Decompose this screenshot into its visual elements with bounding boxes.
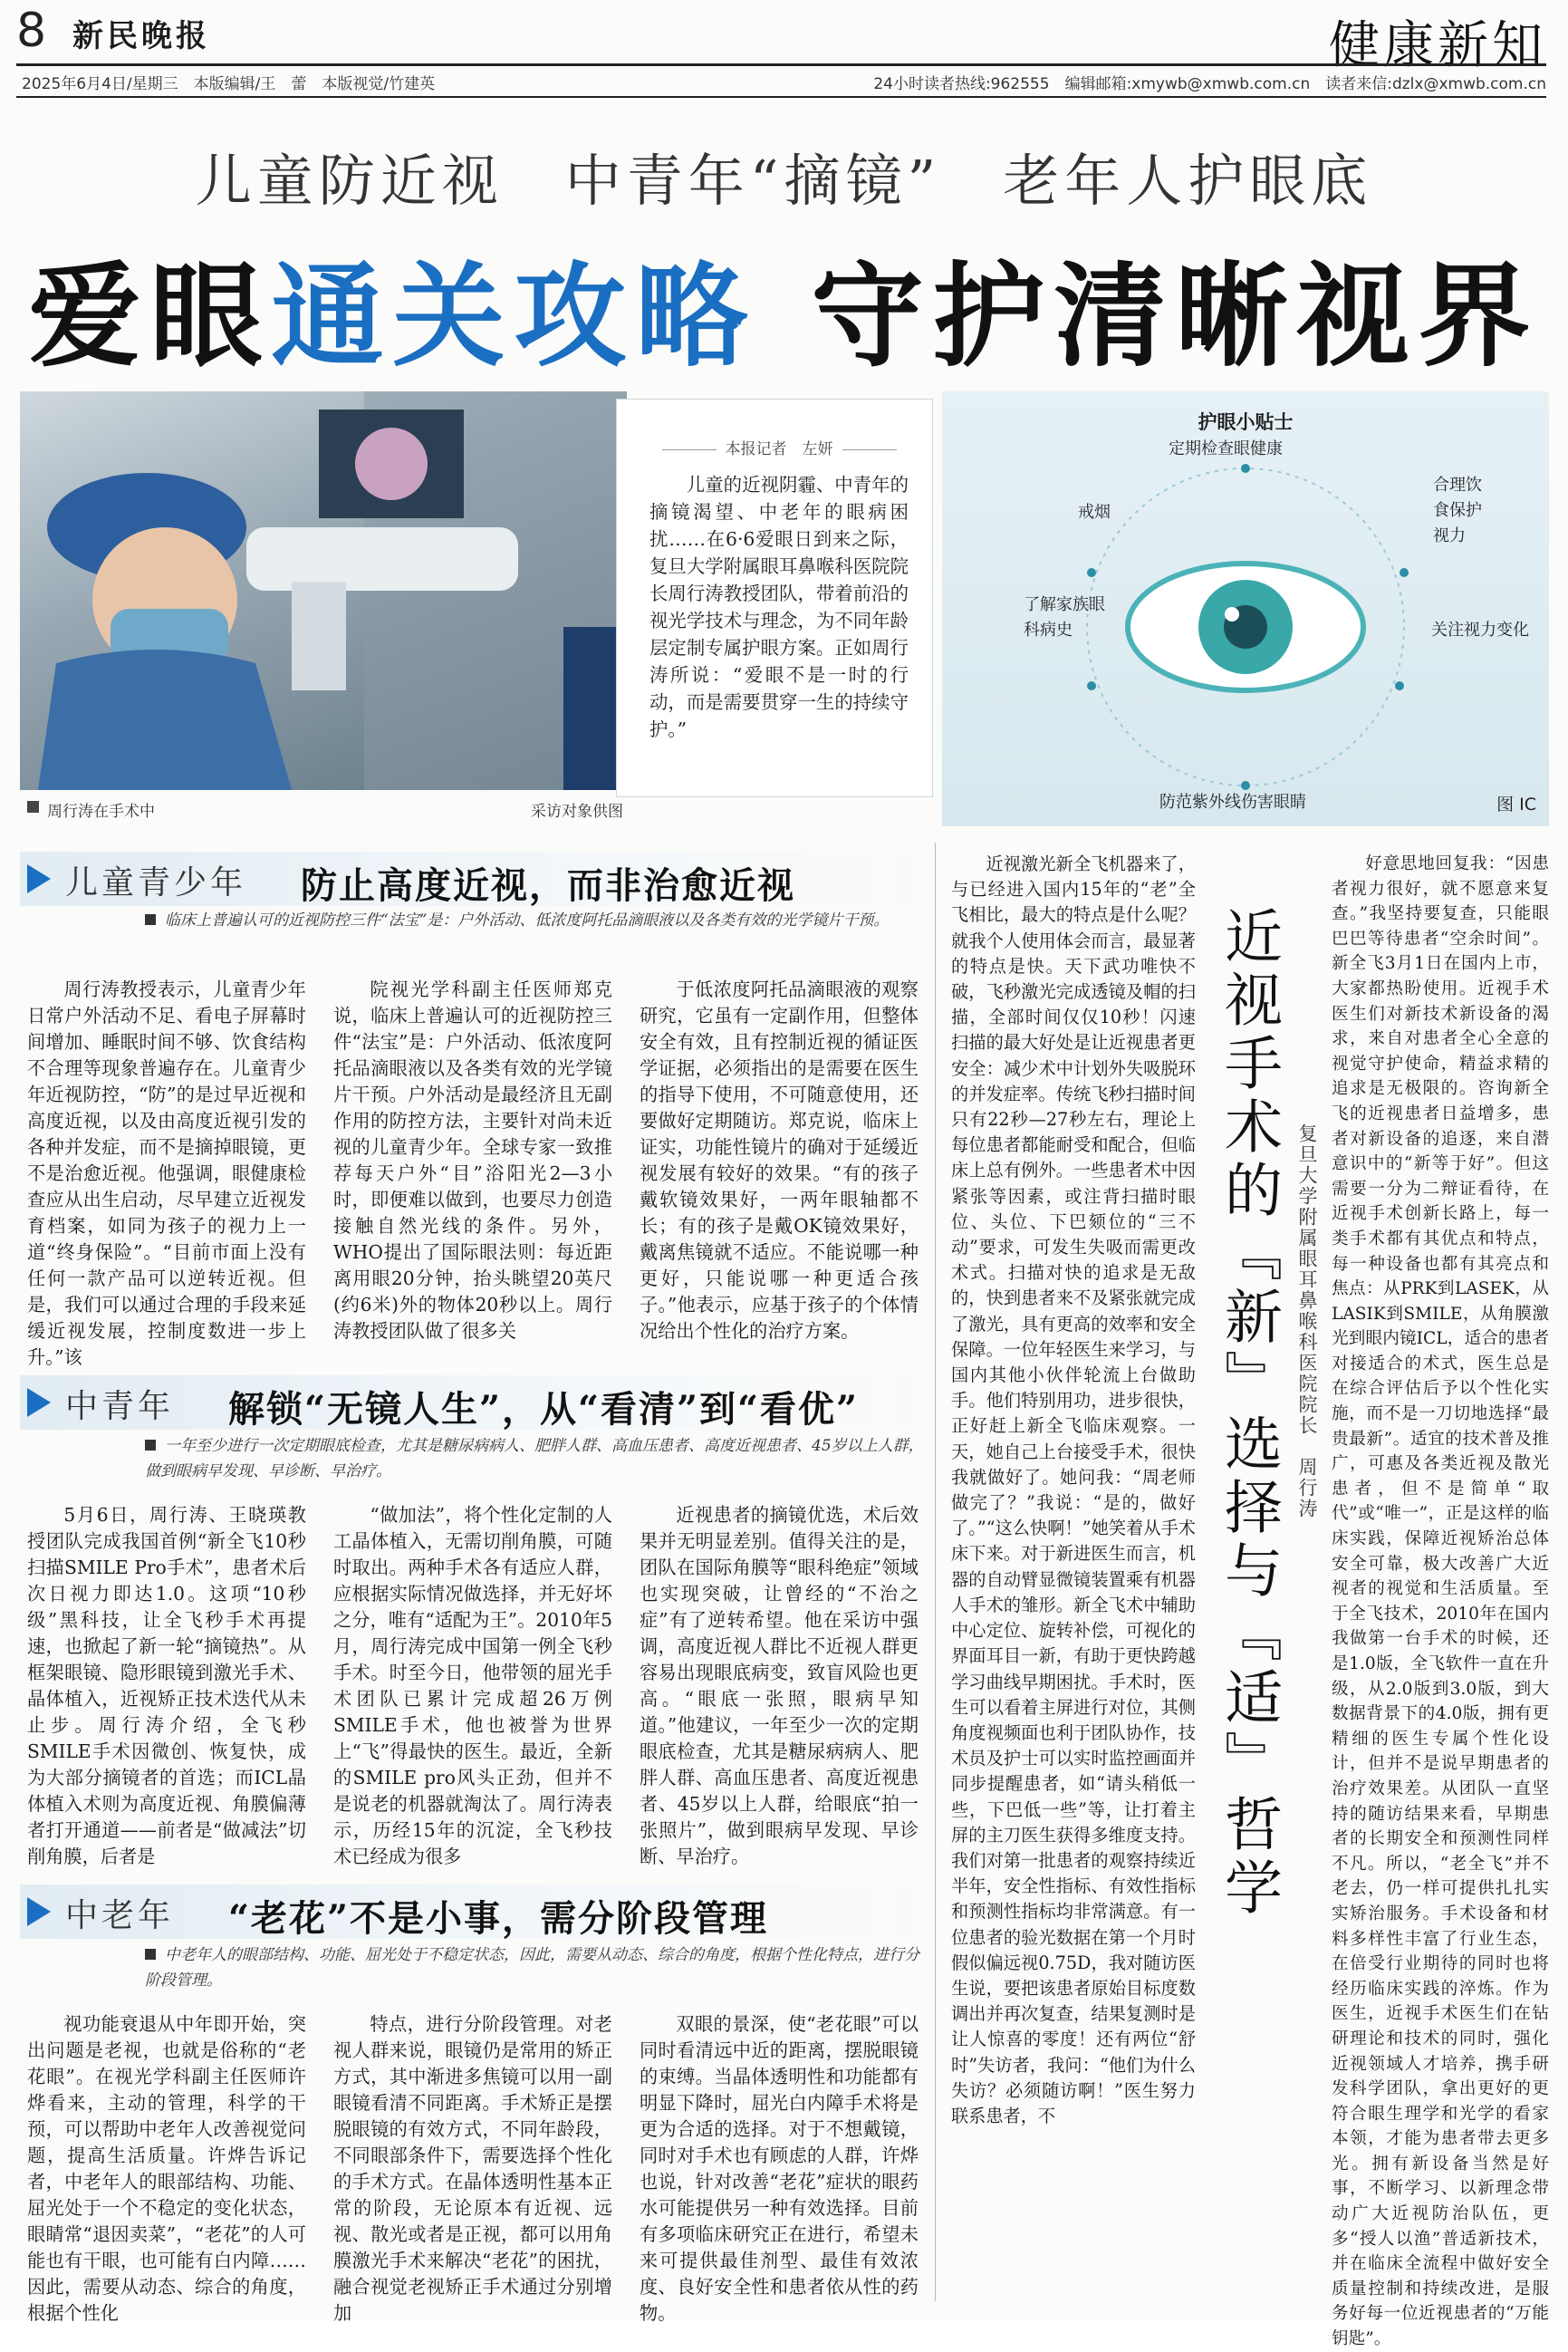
surgery-photo-illustration: [20, 391, 627, 790]
photo-caption: 周行涛在手术中: [47, 803, 155, 821]
tip-family-history: 了解家族眼科病史: [1024, 595, 1105, 640]
intro-text: 儿童的近视阴霾、中青年的摘镜渴望、中老年的眼病困扰……在6·6爱眼日到来之际，复旦大学附属眼耳鼻喉科医院院长周行涛教授团队，带着前沿的视光学技术与理念，为不同年龄层定制专属护眼方案。正如周行涛所说：“爱眼不是一时的行动，而是需要贯穿一生的持续守护。”: [649, 474, 909, 740]
lead-text: 中老年人的眼部结构、功能、屈光处于不稳定状态，因此，需要从动态、综合的角度，根据个性化特点，进行分阶段管理。: [145, 1946, 919, 1990]
column-divider: [935, 843, 936, 2301]
article-column: [333, 977, 612, 1345]
section-lead: [145, 1433, 924, 1484]
section-category: 中青年: [65, 1388, 175, 1425]
tip-vision-change: 关注视力变化: [1431, 621, 1529, 640]
feature-title: 近视手术的『新』选择与『适』哲学: [1215, 906, 1282, 1921]
square-bullet-icon: [145, 914, 156, 925]
tip-uv-protection: 防范紫外线伤害眼睛: [1159, 793, 1306, 812]
paragraph: 视功能衰退从中年即开始，突出问题是老视，也就是俗称的“老花眼”。在视光学科副主任医师许烨看来，主动的管理，科学的干预，可以帮助中老年人改善视觉问题，提高生活质量。许烨告诉记者，中老年人的眼部结构、功能、屈光处于一个不稳定的变化状态，眼睛常“退因卖菜”，“老花”的人可能也有干眼，也可能有白内障……因此，需要从动态、综合的角度，根据个性化: [27, 2013, 306, 2324]
infographic-title: 护眼小贴士: [1198, 411, 1294, 433]
triangle-marker-icon: [27, 864, 51, 893]
intro-box: [616, 399, 933, 797]
section-name: 健康新知: [1329, 16, 1546, 75]
surgery-photo: [20, 391, 627, 790]
infographic-credit: 图 IC: [1496, 795, 1536, 815]
tip-quit-smoking: 戒烟: [1078, 503, 1111, 522]
paragraph: 好意思地回复我：“因患者视力很好，就不愿意来复查。”我坚持要复查，只能眼巴巴等待患者“空余时间”。新全飞3月1日在国内上市，大家都热盼使用。近视手术医生们对新技术新设备的渴求，来自对患者全心全意的视觉守护使命，精益求精的追求是无极限的。咨询新全飞的近视患者日益增多，患者对新设备的追逐，来自潜意识中的“新等于好”。但这需要一分为二辩证看待，在近视手术创新长路上，每一类手术都有其优点和特点，每一种设备也都有其亮点和焦点：从PRK到LASEK，从LASIK到SMILE，从角膜激光到眼内镜ICL，适合的患者对接适合的术式，医生总是在综合评估后予以个性化实施，而不是一刀切地选择“最贵最新”。适宜的技术普及推广，可惠及各类近视及散光患者，但不是简单“取代”或“唯一”，正是这样的临床实践，保障近视矫治总体安全可靠，极大改善广大近视者的视觉和生活质量。至于全飞技术，2010年在国内我做第一台手术的时候，还是1.0版，全飞软件一直在升级，从2.0版到3.0版，到大数据背景下的4.0版，拥有更精细的医生专属个性化设计，但并不是说早期患者的治疗效果差。从团队一直坚持的随访结果来看，早期患者的长期安全和预测性同样不凡。所以，“老全飞”并不老去，仍一样可提供扎扎实实矫治服务。手术设备和材料多样性丰富了行业生态，在倍受行业期待的同时也将经历临床实践的淬炼。作为医生，近视手术医生们在钻研理论和技术的同时，强化近视领域人才培养，携手研发科学团队，拿出更好的更符合眼生理学和光学的看家本领，才能为患者带去更多光。拥有新设备当然是好事，不断学习、以新理念带动广大近视防治队伍，更多“授人以渔”普适新技术，并在临床全流程中做好安全质量控制和持续改进，是服务好每一位近视患者的“万能钥匙”。: [1332, 854, 1549, 2349]
paragraph: 近视患者的摘镜优选，术后效果并无明显差别。值得关注的是，团队在国际角膜等“眼科绝症”领域也实现突破，让曾经的“不治之症”有了逆转希望。他在采访中强调，高度近视人群比不近视人群更容易出现眼底病变，致盲风险也更高。“眼底一张照，眼病早知道。”他建议，一年至少一次的定期眼底检查，尤其是糖尿病病人、肥胖人群、高血压患者、高度近视患者、45岁以上人群，给眼底“拍一张照片”，做到眼病早发现、早诊断、早治疗。: [640, 1504, 919, 1867]
masthead: [0, 0, 1568, 101]
paragraph: 双眼的景深，使“老花眼”可以同时看清远中近的距离，摆脱眼镜的束缚。当晶体透明性和功能都有明显下降时，屈光白内障手术将是更为合适的选择。对于不想戴镜，同时对手术也有顾虑的人群，许烨也说，针对改善“老花”症状的眼药水可能提供另一种有效选择。目前有多项临床研究正在进行，希望未来可提供最佳剂型、最佳有效浓度、良好安全性和患者依从性的药物。: [640, 2013, 919, 2324]
square-bullet-icon: [27, 801, 39, 813]
section-category: 儿童青少年: [65, 864, 247, 901]
divider: [16, 96, 1546, 98]
section-header-seniors: [20, 1884, 935, 1939]
section-title: “老花”不是小事，需分阶段管理: [228, 1897, 769, 1940]
section-lead: [145, 1942, 924, 1993]
section-title: 解锁“无镜人生”，从“看清”到“看优”: [228, 1388, 860, 1431]
contact-line: 24小时读者热线:962555 编辑邮箱:xmywb@xmwb.com.cn 读者来信:dzlx@xmwb.com.cn: [873, 75, 1546, 93]
article-column: [27, 2011, 306, 2327]
square-bullet-icon: [145, 1949, 156, 1960]
article-column: [27, 1502, 306, 1870]
paper-logo: 新民晚报: [72, 18, 210, 54]
byline: 本报记者 左妍: [649, 436, 909, 458]
feature-column: [1332, 852, 1549, 2352]
section-header-adults: [20, 1375, 935, 1430]
divider: [16, 63, 1546, 66]
tip-eye-checkup: 定期检查眼健康: [1169, 439, 1283, 458]
triangle-marker-icon: [27, 1897, 51, 1926]
article-column: [640, 1502, 919, 1870]
article-column: [640, 2011, 919, 2327]
section-header-children: [20, 852, 935, 906]
paragraph: “做加法”，将个性化定制的人工晶体植入，无需切削角膜，可随时取出。两种手术各有适应人群，应根据实际情况做选择，并无好坏之分，唯有“适配为王”。2010年5月，周行涛完成中国第一例全飞秒手术。时至今日，他带领的屈光手术团队已累计完成超26万例SMILE手术，他也被誉为世界上“飞”得最快的医生。最近，全新的SMILE pro风头正劲，但并不是说老的机器就淘汰了。周行涛表示，历经15年的沉淀，全飞秒技术已经成为很多: [333, 1504, 612, 1867]
article-column: [333, 2011, 612, 2327]
paragraph: 近视激光新全飞机器来了，与已经进入国内15年的“老”全飞相比，最大的特点是什么呢？就我个人使用体会而言，最显著的特点是快。天下武功唯快不破，飞秒激光完成透镜及帽的扫描，全部时间仅仅10秒！闪速扫描的最大好处是让近视患者更安全：减少术中计划外失吸脱环的并发症率。传统飞秒扫描时间只有22秒—27秒左右，理论上每位患者都能耐受和配合，但临床上总有例外。一些患者术中因紧张等因素，或注背扫描时眼位、头位、下巴颏位的“三不动”要求，可发生失吸而需更改术式。扫描对快的追求是无敌的，快到患者来不及紧张就完成了激光，具有更高的效率和安全保障。一位年轻医生来学习，与国内其他小伙伴轮流上台做助手。他们特别用功，进步很快，正好赶上新全飞临床观察。一天，她自己上台接受手术，很快我就做好了。她问我：“周老师做完了？”我说：“是的，做好了。”“这么快啊！”她笑着从手术床下来。对于新进医生而言，机器的自动臂显微镜装置乘有机器人手术的雏形。新全飞术中辅助中心定位、旋转补偿，可视化的界面耳目一新，有助于更快跨越学习曲线早期困扰。手术时，医生可以看着主屏进行对位，其侧角度视频面也利于团队协作，技术员及护士可以实时监控画面并同步提醒患者，如“请头稍低一些，下巴低一些”等，让打着主屏的主刀医生获得多维度支持。我们对第一批患者的观察持续近半年，安全性指标、有效性指标和预测性指标均非常满意。有一位患者的验光数据在第一个月时假似偏远视0.75D，我对随访医生说，要把该患者原始目标度数调出并再次复查，结果复测时是让人惊喜的零度！还有两位“舒时”失访者，我问：“他们为什么失访？必须随访啊！”医生努力联系患者，不: [951, 853, 1196, 2126]
kicker-headline: 儿童防近视 中青年“摘镜” 老年人护眼底: [195, 148, 1373, 214]
section-title: 防止高度近视，而非治愈近视: [301, 864, 795, 907]
headline-highlight: 通关攻略: [271, 252, 757, 382]
paragraph: 周行涛教授表示，儿童青少年日常户外活动不足、看电子屏幕时间增加、睡眠时间不够、饮食结构不合理等现象普遍存在。儿童青少年近视防控，“防”的是过早近视和高度近视，以及由高度近视引发的各种并发症，而不是摘掉眼镜，更不是治愈近视。他强调，眼健康检查应从出生启动，尽早建立近视发育档案，如同为孩子的视力上一道“终身保险”。“目前市面上没有任何一款产品可以逆转近视。但是，我们可以通过合理的手段来延缓近视发展，控制度数进一步上升。”该: [27, 978, 306, 1368]
feature-column: [951, 852, 1196, 2129]
photo-caption-bar: [20, 792, 627, 826]
article-column: [333, 1502, 612, 1870]
paragraph: 院视光学科副主任医师郑克说，临床上普遍认可的近视防控三件“法宝”是：户外活动、低浓度阿托品滴眼液以及各类有效的光学镜片干预。户外活动是最经济且无副作用的防控方法，主要针对尚未近视的儿童青少年。全球专家一致推荐每天户外“目”浴阳光2—3小时，即便难以做到，也要尽力创造接触自然光线的条件。另外，WHO提出了国际眼法则：每近距离用眼20分钟，抬头眺望20英尺(约6米)外的物体20秒以上。周行涛教授团队做了很多关: [333, 978, 612, 1342]
headline-part: 爱眼: [28, 252, 272, 382]
photo-credit: 采访对象供图: [531, 803, 623, 821]
article-column: [27, 977, 306, 1371]
triangle-marker-icon: [27, 1388, 51, 1417]
main-headline: [0, 227, 1568, 388]
tip-diet: 合理饮食保护视力: [1433, 476, 1482, 545]
feature-author: 复旦大学附属眼耳鼻喉科医院院长 周行涛: [1296, 1123, 1318, 1519]
date-line: 2025年6月4日/星期三 本版编辑/王 蕾 本版视觉/竹建英: [22, 75, 436, 93]
lead-text: 一年至少进行一次定期眼底检查，尤其是糖尿病病人、肥胖人群、高血压患者、高度近视患者、45岁以上人群，做到眼病早发现、早诊断、早治疗。: [145, 1437, 924, 1480]
square-bullet-icon: [145, 1440, 156, 1451]
paragraph: 特点，进行分阶段管理。对老视人群来说，眼镜仍是常用的矫正方式，其中渐进多焦镜可以用一副眼镜看清不同距离。手术矫正是摆脱眼镜的有效方式，不同年龄段，不同眼部条件下，需要选择个性化的手术方式。在晶体透明性基本正常的阶段，无论原本有近视、远视、散光或者是正视，都可以用角膜激光手术来解决“老花”的困扰，融合视觉老视矫正手术通过分别增加: [333, 2013, 612, 2324]
paragraph: 5月6日，周行涛、王晓瑛教授团队完成我国首例“新全飞10秒扫描SMILE Pro手术”，患者术后次日视力即达1.0。这项“10秒级”黑科技，让全飞秒手术再提速，也掀起了新一轮“摘镜热”。从框架眼镜、隐形眼镜到激光手术、晶体植入，近视矫正技术迭代从未止步。周行涛介绍，全飞秒SMILE手术因微创、恢复快，成为大部分摘镜者的首选；而ICL晶体植入术则为高度近视、角膜偏薄者打开通道——前者是“做减法”切削角膜，后者是: [27, 1504, 306, 1867]
lead-text: 临床上普遍认可的近视防控三件“法宝”是：户外活动、低浓度阿托品滴眼液以及各类有效的光学镜片干预。: [165, 911, 890, 930]
page-number: 8: [16, 4, 47, 58]
paragraph: 于低浓度阿托品滴眼液的观察研究，它虽有一定副作用，但整体安全有效，且有控制近视的循证医学证据，必须指出的是需要在医生的指导下使用，不可随意使用，还要做好定期随访。郑克说，临床上证实，功能性镜片的确对于延缓近视发展有较好的效果。“有的孩子戴软镜效果好，一两年眼轴都不长；有的孩子是戴OK镜效果好，戴离焦镜就不适应。不能说哪一种更好，只能说哪一种更适合孩子。”他表示，应基于孩子的个体情况给出个性化的治疗方案。: [640, 978, 919, 1342]
section-category: 中老年: [65, 1897, 175, 1934]
section-lead: [145, 908, 924, 933]
headline-part: 守护清晰视界: [811, 252, 1540, 382]
eye-care-infographic: [942, 391, 1549, 826]
article-column: [640, 977, 919, 1345]
